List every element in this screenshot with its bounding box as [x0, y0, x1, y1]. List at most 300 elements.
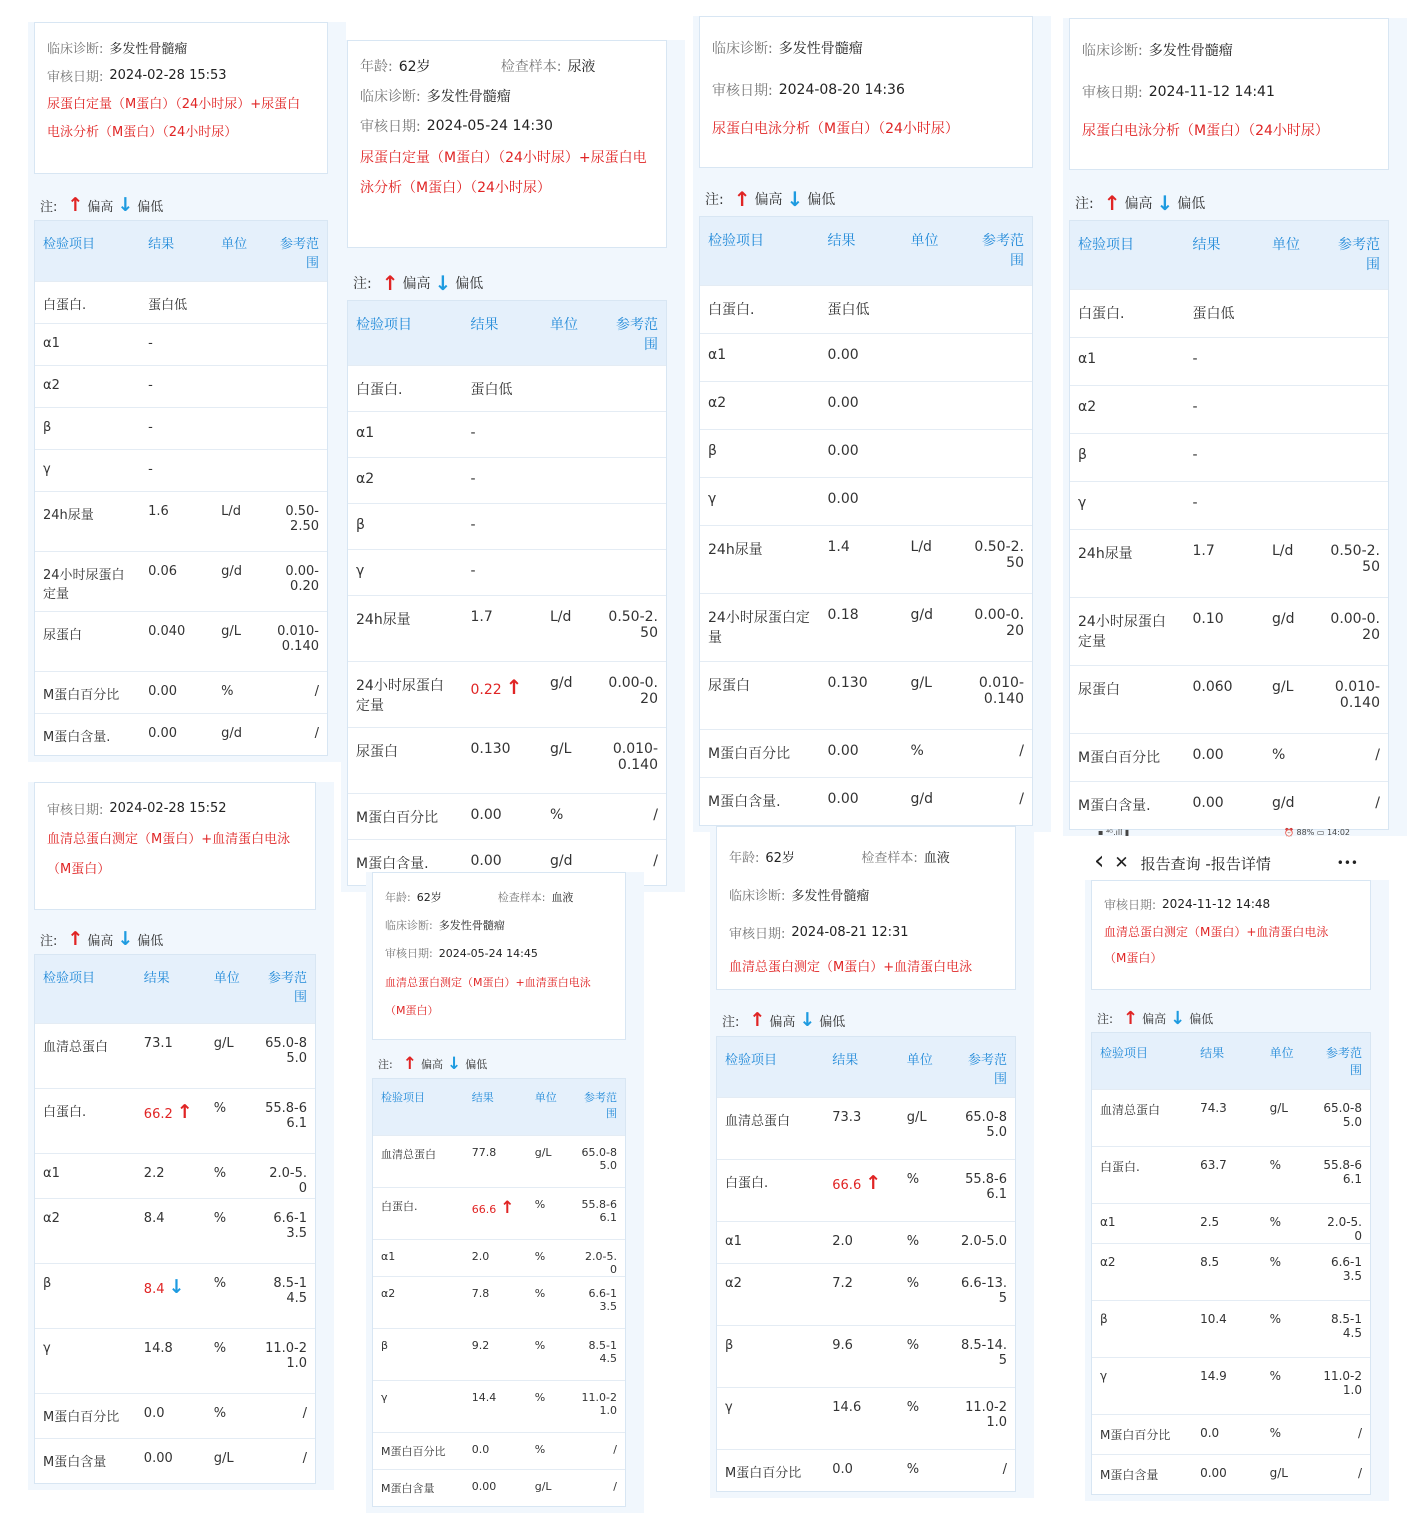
arrow-down-icon: ↓ [117, 194, 134, 216]
column-header-result: 结果 [140, 221, 213, 281]
row-unit: g/L [542, 727, 599, 793]
row-item: γ [348, 549, 462, 595]
table-row [35, 551, 327, 611]
more-icon[interactable]: ••• [1336, 856, 1358, 870]
legend-note [699, 182, 1045, 216]
row-item: M蛋白含量. [700, 777, 820, 825]
row-unit: g/d [1264, 597, 1321, 665]
result-value: 0.00 [827, 442, 859, 459]
table-row [35, 1328, 315, 1393]
row-unit: % [527, 1328, 572, 1380]
row-reference-range: 55.8-66.1 [1312, 1146, 1370, 1203]
note-label: 注: [1075, 196, 1094, 212]
row-unit [1264, 433, 1321, 481]
result-table [1091, 1032, 1371, 1495]
page-title: 报告查询 -报告详情 [1140, 854, 1271, 873]
row-reference-range [599, 503, 666, 549]
row-reference-range: 0.50-2.50 [266, 491, 327, 551]
row-unit: g/L [206, 1438, 256, 1483]
review-date-label: 审核日期: [385, 947, 433, 960]
diagnosis-value: 多发性骨髓瘤 [109, 41, 188, 57]
result-value: 蛋白低 [827, 301, 870, 318]
row-reference-range: 0.00-0.20 [266, 551, 327, 611]
result-value: 0.00 [470, 806, 502, 823]
row-result [1192, 1089, 1262, 1146]
row-reference-range: / [572, 1469, 625, 1506]
result-value: - [1192, 494, 1198, 511]
row-result [824, 1159, 899, 1221]
column-header-unit: 单位 [213, 221, 266, 281]
row-unit: % [899, 1449, 953, 1491]
row-unit [542, 549, 599, 595]
result-value: - [148, 377, 153, 393]
row-unit: g/L [1264, 665, 1321, 733]
test-title: 尿蛋白定量（M蛋白）（24小时尿）+尿蛋白电泳分析（M蛋白）（24小时尿） [47, 97, 301, 140]
legend-note [1091, 1004, 1383, 1032]
note-label: 注: [722, 1014, 740, 1030]
row-result [140, 449, 213, 491]
row-item: 尿蛋白 [1070, 665, 1184, 733]
nav-bar [1090, 848, 1358, 878]
result-value: 蛋白低 [148, 297, 188, 313]
review-date-line [47, 793, 303, 823]
diagnosis-label: 临床诊断: [385, 919, 433, 932]
row-item: 尿蛋白 [35, 611, 140, 671]
review-date-line [385, 939, 613, 967]
row-item: M蛋白百分比 [717, 1449, 824, 1491]
row-unit: % [899, 1387, 953, 1449]
arrow-up-icon: ↑ [865, 1171, 882, 1194]
table-row [373, 1469, 625, 1506]
row-reference-range: / [266, 671, 327, 713]
row-result [824, 1325, 899, 1387]
row-unit: g/L [1262, 1089, 1312, 1146]
row-reference-range: 6.6-13.5 [256, 1198, 315, 1263]
row-reference-range: / [1312, 1414, 1370, 1454]
result-value: 77.8 [471, 1145, 497, 1159]
row-unit [213, 281, 266, 323]
row-item: β [700, 429, 820, 477]
table-row [35, 491, 327, 551]
row-item: M蛋白含量 [373, 1469, 464, 1506]
table-row [35, 1393, 315, 1438]
review-date-label: 审核日期: [360, 119, 421, 135]
table-row [700, 777, 1032, 825]
diagnosis-line [47, 33, 315, 61]
row-unit: % [527, 1432, 572, 1469]
result-table [347, 300, 667, 886]
row-unit: % [206, 1198, 256, 1263]
row-item: γ [35, 449, 140, 491]
row-result [136, 1153, 206, 1198]
row-unit: L/d [903, 525, 963, 593]
row-result [824, 1221, 899, 1263]
row-reference-range: 11.0-21.0 [572, 1380, 625, 1432]
table-row [35, 713, 327, 755]
row-item: γ [717, 1387, 824, 1449]
row-reference-range: 2.0-5.0 [952, 1221, 1015, 1263]
row-reference-range: 11.0-21.0 [1312, 1357, 1370, 1414]
row-result [140, 491, 213, 551]
arrow-down-icon: ↓ [1170, 1007, 1186, 1029]
row-unit: % [206, 1393, 256, 1438]
result-value: 0.130 [470, 740, 511, 757]
row-unit [903, 333, 963, 381]
row-result [464, 1328, 527, 1380]
result-value: 63.7 [1200, 1157, 1227, 1172]
row-result [140, 551, 213, 611]
result-value: - [470, 470, 476, 487]
result-value: 0.00 [1200, 1465, 1227, 1480]
row-item: M蛋白含量. [348, 839, 462, 885]
row-reference-range [266, 365, 327, 407]
result-value: 73.1 [143, 1035, 173, 1051]
diagnosis-label: 临床诊断: [712, 41, 773, 57]
diagnosis-line [1082, 29, 1376, 71]
row-unit [213, 407, 266, 449]
result-value: 0.00 [470, 852, 502, 869]
report-panel-urine-2024-11 [1063, 18, 1407, 836]
result-table [716, 1036, 1016, 1492]
table-row [1092, 1203, 1370, 1243]
table-row [1092, 1089, 1370, 1146]
note-label: 注: [705, 192, 724, 208]
row-reference-range: 65.0-85.0 [952, 1097, 1015, 1159]
row-unit: % [1262, 1300, 1312, 1357]
result-value: 1.7 [1192, 542, 1215, 559]
column-header-ref: 参考范围 [1312, 1033, 1370, 1089]
table-row [373, 1239, 625, 1276]
result-table [1069, 220, 1389, 830]
row-reference-range [599, 549, 666, 595]
row-item: α1 [35, 323, 140, 365]
review-date-value: 2024-08-20 14:36 [778, 82, 905, 98]
note-label: 注: [40, 199, 58, 215]
row-reference-range: 8.5-14.5 [572, 1328, 625, 1380]
review-date-line [1082, 71, 1376, 113]
diagnosis-line [729, 875, 1003, 913]
table-header-row [348, 301, 666, 365]
table-row [1070, 289, 1388, 337]
row-item: 白蛋白. [717, 1159, 824, 1221]
row-unit [903, 381, 963, 429]
row-reference-range [962, 381, 1032, 429]
row-item: α2 [35, 365, 140, 407]
column-header-item: 检验项目 [700, 217, 820, 285]
row-reference-range: / [572, 1432, 625, 1469]
low-label: 偏低 [137, 199, 164, 215]
table-row [1092, 1414, 1370, 1454]
row-unit: % [1264, 733, 1321, 781]
table-row [35, 407, 327, 449]
row-reference-range: / [256, 1438, 315, 1483]
column-header-result: 结果 [462, 301, 542, 365]
row-reference-range [962, 333, 1032, 381]
result-value: 14.8 [143, 1340, 173, 1356]
diagnosis-value: 多发性骨髓瘤 [791, 888, 870, 904]
row-reference-range: 0.50-2.50 [1321, 529, 1388, 597]
low-label: 偏低 [1189, 1011, 1214, 1026]
result-value: 0.22 [470, 681, 502, 698]
row-item: α1 [1092, 1203, 1192, 1243]
row-reference-range: / [962, 729, 1032, 777]
row-item: β [35, 1263, 136, 1328]
row-reference-range: 55.8-66.1 [952, 1159, 1015, 1221]
table-row [35, 449, 327, 491]
row-unit: % [899, 1325, 953, 1387]
row-unit [1264, 289, 1321, 337]
legend-note [347, 266, 679, 300]
row-result [1192, 1243, 1262, 1300]
row-result [136, 1023, 206, 1088]
row-item: M蛋白含量 [35, 1438, 136, 1483]
row-result [1184, 529, 1264, 597]
row-reference-range [1321, 433, 1388, 481]
table-row [35, 671, 327, 713]
row-result [464, 1135, 527, 1187]
review-date-value: 2024-02-28 15:52 [109, 800, 227, 816]
row-item: γ [373, 1380, 464, 1432]
arrow-down-icon: ↓ [168, 1275, 185, 1298]
legend-note [372, 1050, 638, 1078]
test-title: 血清总蛋白测定（M蛋白）+血清蛋白电泳（M蛋白） [47, 832, 291, 877]
low-label: 偏低 [819, 1014, 846, 1030]
row-item: β [35, 407, 140, 449]
result-table [699, 216, 1033, 826]
column-header-unit: 单位 [527, 1079, 572, 1135]
result-value: 蛋白低 [1192, 305, 1235, 322]
report-panel-serum-2024-02 [28, 782, 334, 1490]
table-row [1070, 481, 1388, 529]
age-value: 62岁 [765, 850, 795, 866]
table-row [35, 281, 327, 323]
report-header-card [372, 872, 626, 1040]
low-label: 偏低 [1177, 196, 1206, 212]
row-result [136, 1088, 206, 1153]
table-row [35, 611, 327, 671]
row-unit: g/L [903, 661, 963, 729]
arrow-down-icon: ↓ [1156, 191, 1174, 215]
row-result [462, 457, 542, 503]
report-panel-serum-2024-05 [366, 872, 644, 1513]
row-result [1184, 481, 1264, 529]
result-value: 0.00 [827, 790, 859, 807]
column-header-unit: 单位 [1262, 1033, 1312, 1089]
row-result [464, 1276, 527, 1328]
row-result [1192, 1146, 1262, 1203]
table-row [717, 1387, 1015, 1449]
column-header-unit: 单位 [1264, 221, 1321, 289]
row-result [1192, 1300, 1262, 1357]
row-item: 尿蛋白 [700, 661, 820, 729]
high-label: 偏高 [769, 1014, 796, 1030]
row-reference-range: 0.010-0.140 [266, 611, 327, 671]
diagnosis-line [385, 911, 613, 939]
row-result [820, 381, 903, 429]
table-row [348, 457, 666, 503]
row-result [1192, 1414, 1262, 1454]
row-result [1184, 433, 1264, 481]
row-result [462, 365, 542, 411]
table-row [1092, 1357, 1370, 1414]
table-row [1070, 733, 1388, 781]
row-result [136, 1393, 206, 1438]
row-result [462, 549, 542, 595]
status-left: ▪ ⁴ᴳ.ıll ▮ [1098, 827, 1130, 837]
row-unit: g/d [213, 713, 266, 755]
table-row [1070, 597, 1388, 665]
review-date-line [729, 913, 1003, 951]
review-date-label: 审核日期: [47, 802, 104, 818]
low-label: 偏低 [455, 276, 484, 292]
row-reference-range [266, 323, 327, 365]
arrow-up-icon: ↑ [733, 187, 751, 211]
result-value: 8.5 [1200, 1254, 1220, 1269]
column-header-item: 检验项目 [1092, 1033, 1192, 1089]
row-result [140, 323, 213, 365]
review-date-value: 2024-05-24 14:30 [426, 118, 553, 134]
row-result [820, 729, 903, 777]
row-reference-range: 0.00-0.20 [599, 661, 666, 727]
table-row [348, 365, 666, 411]
status-right: ⏰ 88% ▭ 14:02 [1284, 827, 1350, 837]
result-value: 66.6 [471, 1202, 497, 1216]
result-value: 1.7 [470, 608, 493, 625]
table-row [35, 1153, 315, 1198]
table-row [1070, 665, 1388, 733]
high-label: 偏高 [754, 192, 783, 208]
row-item: α2 [717, 1263, 824, 1325]
row-item: 血清总蛋白 [1092, 1089, 1192, 1146]
row-unit: g/L [527, 1135, 572, 1187]
table-row [35, 1438, 315, 1483]
row-result [824, 1097, 899, 1159]
row-result [820, 777, 903, 825]
sample-value: 血液 [923, 850, 950, 866]
result-value: - [1192, 398, 1198, 415]
table-header-row [700, 217, 1032, 285]
row-unit: g/d [903, 777, 963, 825]
row-item: 24h尿量 [348, 595, 462, 661]
row-unit: % [527, 1276, 572, 1328]
row-reference-range [1321, 289, 1388, 337]
row-reference-range: 6.6-13.5 [952, 1263, 1015, 1325]
legend-note [716, 1004, 1028, 1036]
result-value: 14.9 [1200, 1368, 1227, 1383]
result-value: 0.00 [827, 346, 859, 363]
sample-label: 检查样本: [497, 891, 546, 904]
row-unit: % [527, 1187, 572, 1239]
age-label: 年龄: [729, 850, 760, 866]
chevron-left-icon[interactable]: ‹ [1094, 846, 1105, 876]
row-unit: g/L [899, 1097, 953, 1159]
row-unit: g/d [213, 551, 266, 611]
row-result [136, 1438, 206, 1483]
table-header-row [35, 221, 327, 281]
row-reference-range [266, 407, 327, 449]
column-header-unit: 单位 [206, 955, 256, 1023]
row-result [1184, 733, 1264, 781]
diagnosis-value: 多发性骨髓瘤 [778, 41, 863, 57]
result-value: 2.0 [471, 1249, 490, 1263]
review-date-label: 审核日期: [1082, 85, 1143, 101]
test-title: 血清总蛋白测定（M蛋白）+血清蛋白电泳（M蛋白） [1104, 925, 1329, 965]
row-item: 24h尿量 [35, 491, 140, 551]
row-result [462, 411, 542, 457]
table-row [35, 1023, 315, 1088]
row-item: γ [35, 1328, 136, 1393]
table-row [35, 1263, 315, 1328]
row-item: γ [1092, 1357, 1192, 1414]
column-header-ref: 参考范围 [962, 217, 1032, 285]
column-header-item: 检验项目 [373, 1079, 464, 1135]
row-item: M蛋白百分比 [348, 793, 462, 839]
diagnosis-label: 临床诊断: [729, 888, 786, 904]
row-result [820, 525, 903, 593]
close-icon[interactable]: ✕ [1114, 853, 1129, 873]
row-result [462, 793, 542, 839]
row-reference-range: 8.5-14.5 [256, 1263, 315, 1328]
row-reference-range [266, 449, 327, 491]
arrow-up-icon: ↑ [1123, 1007, 1139, 1029]
result-value: 10.4 [1200, 1311, 1227, 1326]
result-value: - [470, 516, 476, 533]
row-reference-range: / [952, 1449, 1015, 1491]
row-reference-range: / [599, 839, 666, 885]
row-reference-range: 2.0-5.0 [256, 1153, 315, 1198]
result-value: 66.6 [832, 1177, 862, 1193]
row-reference-range: 11.0-21.0 [256, 1328, 315, 1393]
row-unit: % [899, 1159, 953, 1221]
row-unit [903, 285, 963, 333]
result-value: 66.2 [143, 1106, 173, 1122]
result-value: 0.10 [1192, 610, 1224, 627]
row-unit: L/d [542, 595, 599, 661]
row-item: α2 [1092, 1243, 1192, 1300]
row-item: 血清总蛋白 [717, 1097, 824, 1159]
row-unit [213, 449, 266, 491]
row-result [140, 407, 213, 449]
table-header-row [1092, 1033, 1370, 1089]
table-row [348, 549, 666, 595]
row-unit [903, 477, 963, 525]
arrow-up-icon: ↑ [67, 194, 84, 216]
row-reference-range: 0.010-0.140 [962, 661, 1032, 729]
table-row [348, 595, 666, 661]
row-reference-range [599, 365, 666, 411]
column-header-item: 检验项目 [1070, 221, 1184, 289]
result-value: - [1192, 350, 1198, 367]
row-unit: g/L [1262, 1454, 1312, 1494]
row-item: 白蛋白. [348, 365, 462, 411]
column-header-ref: 参考范围 [952, 1037, 1015, 1097]
row-item: β [717, 1325, 824, 1387]
row-reference-range: 2.0-5.0 [1312, 1203, 1370, 1243]
row-result [140, 281, 213, 323]
review-date-label: 审核日期: [47, 69, 104, 85]
row-result [462, 503, 542, 549]
row-reference-range: / [1321, 733, 1388, 781]
row-item: 白蛋白. [373, 1187, 464, 1239]
row-item: 白蛋白. [700, 285, 820, 333]
table-row [35, 1198, 315, 1263]
result-value: 0.0 [832, 1461, 853, 1477]
result-value: 9.6 [832, 1337, 853, 1353]
row-item: α2 [35, 1198, 136, 1263]
review-date-line [1104, 891, 1358, 917]
column-header-item: 检验项目 [348, 301, 462, 365]
result-value: 0.040 [148, 623, 186, 639]
